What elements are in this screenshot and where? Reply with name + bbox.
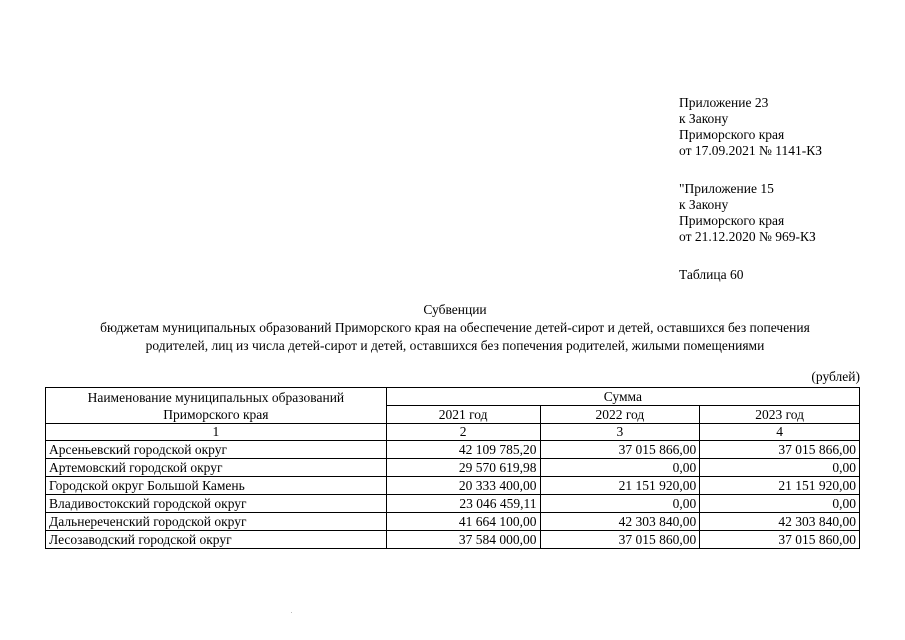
appendix-23-line: Приложение 23 (679, 95, 769, 110)
appendix-23-reference (679, 95, 822, 159)
amount-2021: 29 570 619,98 (386, 459, 540, 477)
amount-2023: 42 303 840,00 (700, 513, 860, 531)
column-number: 2 (386, 424, 540, 441)
amount-2022: 21 151 920,00 (540, 477, 700, 495)
appendix-15-reference (679, 181, 816, 245)
table-row (46, 477, 860, 495)
name-column-header (46, 388, 387, 424)
column-number: 3 (540, 424, 700, 441)
column-number-row (46, 424, 860, 441)
units-label: (рублей) (811, 369, 860, 384)
appendix-23-line: Приморского края (679, 127, 785, 142)
table-row (46, 441, 860, 459)
amount-2022: 0,00 (540, 459, 700, 477)
amount-2021: 23 046 459,11 (386, 495, 540, 513)
name-header-line: Приморского края (163, 406, 269, 422)
table-header-row (46, 388, 860, 406)
appendix-15-line: к Закону (679, 197, 729, 212)
table-row (46, 513, 860, 531)
table-row (46, 531, 860, 549)
municipality-name: Владивостокский городской округ (46, 495, 387, 513)
appendix-23-line: к Закону (679, 111, 729, 126)
title-line: бюджетам муниципальных образований Приморского края на обеспечение детей-сирот и детей, оставшихся без попечения (100, 320, 810, 335)
amount-2022: 0,00 (540, 495, 700, 513)
appendix-15-line: "Приложение 15 (679, 181, 774, 196)
municipality-name: Городской округ Большой Камень (46, 477, 387, 495)
appendix-15-line: Приморского края (679, 213, 785, 228)
amount-2023: 37 015 860,00 (700, 531, 860, 549)
municipality-name: Дальнереченский городской округ (46, 513, 387, 531)
document-title (30, 301, 880, 355)
year-2022-header: 2022 год (540, 406, 700, 424)
name-header-line: Наименование муниципальных образований (87, 389, 345, 405)
table-row (46, 495, 860, 513)
amount-2023: 37 015 866,00 (700, 441, 860, 459)
title-line: Субвенции (423, 302, 487, 317)
amount-2022: 37 015 860,00 (540, 531, 700, 549)
amount-2021: 20 333 400,00 (386, 477, 540, 495)
municipality-name: Артемовский городской округ (46, 459, 387, 477)
title-line: родителей, лиц из числа детей-сирот и детей, оставшихся без попечения родителей, жилыми помещениями (145, 338, 765, 353)
amount-2021: 37 584 000,00 (386, 531, 540, 549)
column-number: 1 (46, 424, 387, 441)
municipality-name: Арсеньевский городской округ (46, 441, 387, 459)
column-number: 4 (700, 424, 860, 441)
scan-artifact-dot (291, 612, 292, 613)
appendix-15-line: от 21.12.2020 № 969-КЗ (679, 229, 816, 244)
sum-column-header: Сумма (386, 388, 859, 406)
amount-2023: 0,00 (700, 459, 860, 477)
year-2023-header: 2023 год (700, 406, 860, 424)
amount-2022: 42 303 840,00 (540, 513, 700, 531)
year-2021-header: 2021 год (386, 406, 540, 424)
municipality-name: Лесозаводский городской округ (46, 531, 387, 549)
table-number: Таблица 60 (679, 267, 744, 282)
amount-2023: 0,00 (700, 495, 860, 513)
amount-2022: 37 015 866,00 (540, 441, 700, 459)
amount-2021: 42 109 785,20 (386, 441, 540, 459)
amount-2023: 21 151 920,00 (700, 477, 860, 495)
amount-2021: 41 664 100,00 (386, 513, 540, 531)
subsidies-table (45, 387, 860, 549)
appendix-23-line: от 17.09.2021 № 1141-КЗ (679, 143, 822, 158)
table-row (46, 459, 860, 477)
